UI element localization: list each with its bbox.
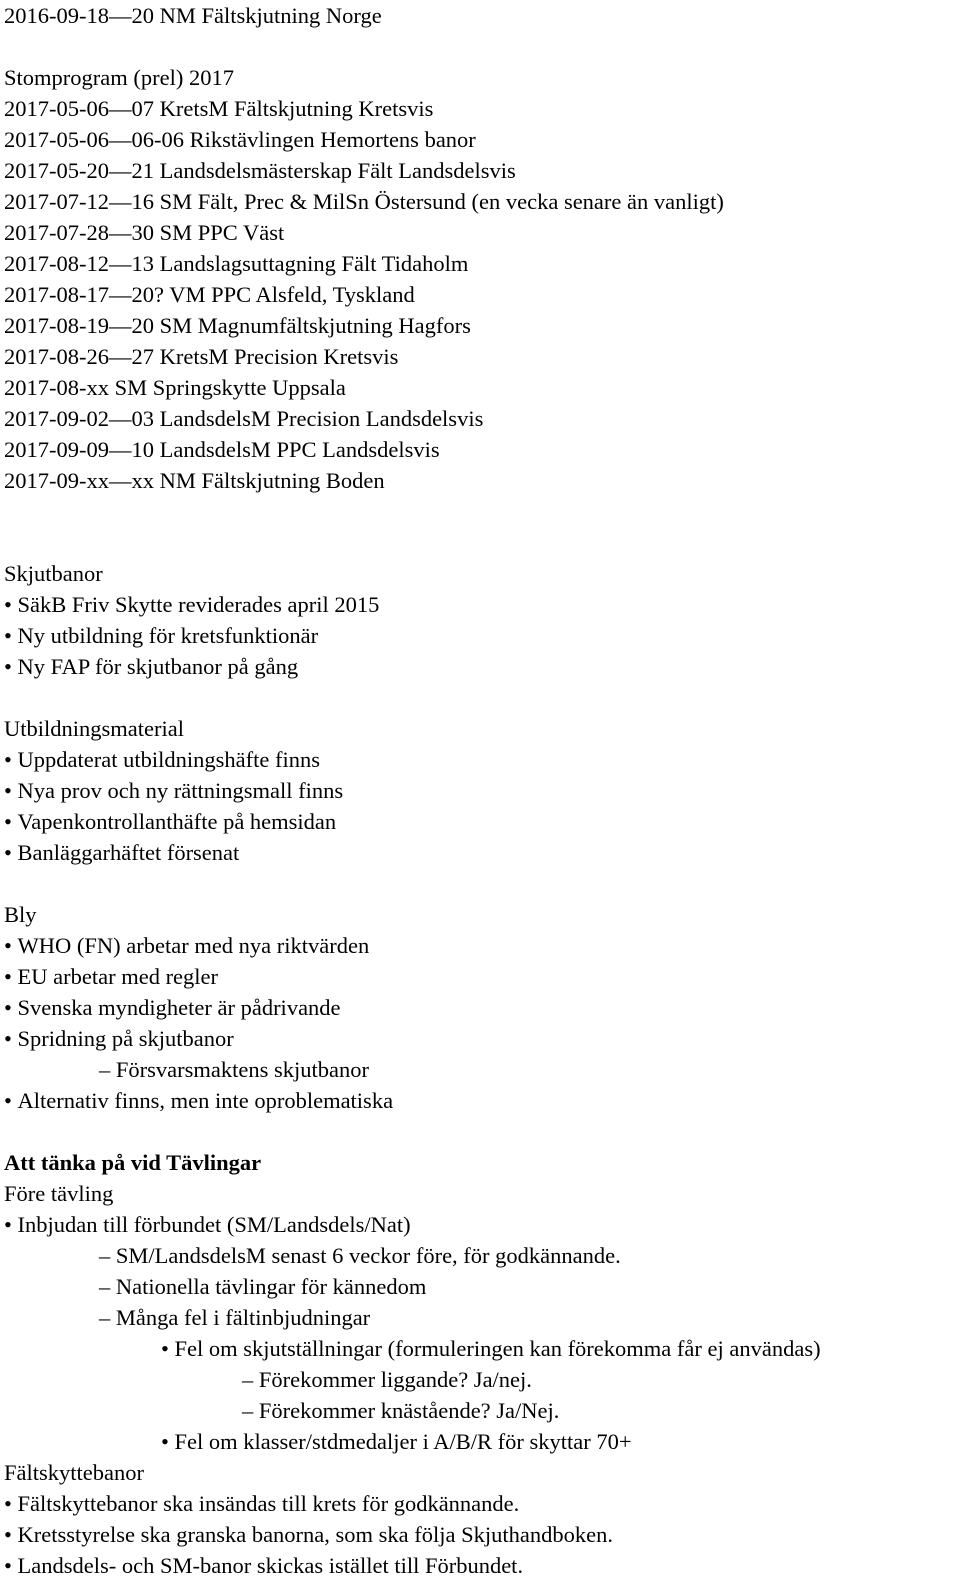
bly-sub-dash: – Försvarsmaktens skjutbanor [4,1054,960,1085]
bly-bullet: • Spridning på skjutbanor [4,1023,960,1054]
stomprogram-item: 2017-08-17—20? VM PPC Alsfeld, Tyskland [4,282,415,307]
stomprogram-item: 2017-08-12—13 Landslagsuttagning Fält Tidaholm [4,251,469,276]
spacer [4,868,960,899]
faltskyttebanor-bullet: • Landsdels- och SM-banor skickas istället till Förbundet. [4,1550,960,1581]
stomprogram-item: 2017-09-02—03 LandsdelsM Precision Landsdelsvis [4,406,484,431]
stomprogram-section [4,62,960,496]
stomprogram-item: 2017-07-12—16 SM Fält, Prec & MilSn Östersund (en vecka senare än vanligt) [4,189,724,214]
utbildningsmaterial-bullet: • Vapenkontrollanthäfte på hemsidan [4,806,960,837]
faltskyttebanor-section [4,1457,960,1581]
fore-tavling-title: Före tävling [4,1181,114,1206]
bly-title: Bly [4,902,37,927]
spacer [4,31,960,62]
utbildningsmaterial-bullet: • Banläggarhäftet försenat [4,837,960,868]
top-line: 2016-09-18—20 NM Fältskjutning Norge [4,3,382,28]
skjutbanor-bullet: • Ny utbildning för kretsfunktionär [4,620,960,651]
tavlingar-sub-dash: – Förekommer liggande? Ja/nej. [4,1364,960,1395]
bly-bullet: • WHO (FN) arbetar med nya riktvärden [4,930,960,961]
spacer [4,682,960,713]
bly-bullet: • Svenska myndigheter är pådrivande [4,992,960,1023]
utbildningsmaterial-bullet: • Uppdaterat utbildningshäfte finns [4,744,960,775]
faltskyttebanor-bullet: • Fältskyttebanor ska insändas till krets för godkännande. [4,1488,960,1519]
tavlingar-dash: – Nationella tävlingar för kännedom [4,1271,960,1302]
utbildningsmaterial-bullet: • Nya prov och ny rättningsmall finns [4,775,960,806]
tavlingar-sub-bullet: • Fel om klasser/stdmedaljer i A/B/R för skyttar 70+ [4,1426,960,1457]
stomprogram-item: 2017-05-06—06-06 Rikstävlingen Hemortens banor [4,127,476,152]
stomprogram-item: 2017-08-xx SM Springskytte Uppsala [4,375,346,400]
stomprogram-item: 2017-08-26—27 KretsM Precision Kretsvis [4,344,399,369]
tavlingar-section [4,1147,960,1457]
faltskyttebanor-title: Fältskyttebanor [4,1460,144,1485]
skjutbanor-bullet: • Ny FAP för skjutbanor på gång [4,651,960,682]
bly-section [4,899,960,1116]
tavlingar-dash: – SM/LandsdelsM senast 6 veckor före, för godkännande. [4,1240,960,1271]
bly-bullet: • EU arbetar med regler [4,961,960,992]
tavlingar-sub-dash: – Förekommer knästående? Ja/Nej. [4,1395,960,1426]
skjutbanor-section [4,558,960,682]
skjutbanor-title: Skjutbanor [4,561,103,586]
spacer [4,496,960,558]
tavlingar-heading: Att tänka på vid Tävlingar [4,1150,262,1175]
utbildningsmaterial-title: Utbildningsmaterial [4,716,184,741]
stomprogram-item: 2017-05-20—21 Landsdelsmästerskap Fält Landsdelsvis [4,158,516,183]
stomprogram-item: 2017-05-06—07 KretsM Fältskjutning Kretsvis [4,96,434,121]
tavlingar-bullet: • Inbjudan till förbundet (SM/Landsdels/Nat) [4,1209,960,1240]
utbildningsmaterial-section [4,713,960,868]
stomprogram-item: 2017-09-09—10 LandsdelsM PPC Landsdelsvis [4,437,440,462]
spacer [4,1116,960,1147]
faltskyttebanor-bullet: • Kretsstyrelse ska granska banorna, som ska följa Skjuthandboken. [4,1519,960,1550]
tavlingar-dash: – Många fel i fältinbjudningar [4,1302,960,1333]
tavlingar-sub-bullet: • Fel om skjutställningar (formuleringen kan förekomma får ej användas) [4,1333,960,1364]
stomprogram-item: 2017-09-xx—xx NM Fältskjutning Boden [4,468,385,493]
skjutbanor-bullet: • SäkB Friv Skytte reviderades april 2015 [4,589,960,620]
stomprogram-item: 2017-08-19—20 SM Magnumfältskjutning Hagfors [4,313,471,338]
bly-bullet: • Alternativ finns, men inte oproblematiska [4,1085,960,1116]
stomprogram-title: Stomprogram (prel) 2017 [4,65,234,90]
stomprogram-item: 2017-07-28—30 SM PPC Väst [4,220,285,245]
